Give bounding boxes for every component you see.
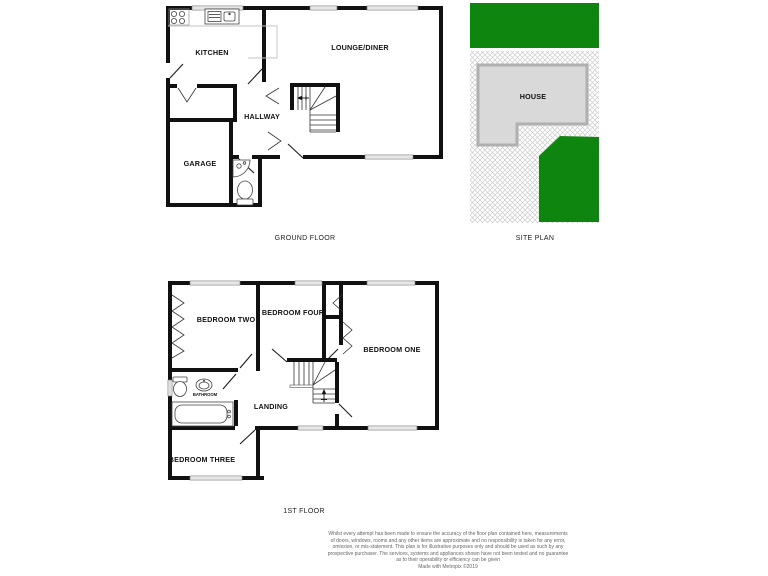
first-floor-plan	[168, 281, 439, 515]
grass-area-top	[470, 3, 599, 48]
bathroom-label: BATHROOM	[192, 392, 218, 397]
site-plan-title: SITE PLAN	[515, 235, 555, 242]
site-plan	[470, 3, 599, 242]
bedroom-two-label: BEDROOM TWO	[196, 315, 256, 324]
first-floor-title: 1ST FLOOR	[283, 508, 325, 515]
ground-floor-title: GROUND FLOOR	[274, 235, 336, 242]
ground-floor-windows	[192, 6, 418, 159]
bedroom-four-label: BEDROOM FOUR	[261, 308, 325, 317]
sink-icon	[205, 9, 239, 24]
bathroom-basin-icon	[196, 379, 212, 391]
garage-label: GARAGE	[183, 159, 217, 168]
bath-icon	[172, 402, 233, 426]
ground-floor-walls	[166, 6, 443, 207]
hob-icon	[169, 9, 189, 25]
ground-floor-stairs	[297, 87, 336, 132]
wc-basin-icon	[233, 160, 250, 177]
wc-toilet-icon	[237, 181, 253, 205]
disclaimer-made-with: Made with Metropix ©2019	[418, 563, 478, 570]
house-label: HOUSE	[519, 92, 547, 101]
disclaimer-line: as to their operability or efficiency can be given	[396, 557, 500, 563]
grass-area-bottom	[539, 136, 599, 222]
landing-label: LANDING	[253, 402, 289, 411]
lounge-diner-label: LOUNGE/DINER	[331, 43, 389, 52]
ground-floor-plan	[166, 6, 443, 242]
disclaimer-line: prospective purchaser. The services, systems and appliances shown have not been tested and no guarantee	[327, 550, 569, 557]
disclaimer-line: Whilst every attempt has been made to ensure the accuracy of the floor plan contained here, measurements	[328, 531, 568, 537]
first-floor-stairs	[290, 362, 335, 403]
bedroom-one-label: BEDROOM ONE	[363, 345, 421, 354]
hallway-label: HALLWAY	[244, 112, 280, 121]
ground-floor-room-labels	[184, 43, 390, 168]
disclaimer	[128, 531, 768, 570]
disclaimer-line: of doors, windows, rooms and any other items are approximate and no responsibility is taken for any error,	[330, 537, 566, 544]
kitchen-label: KITCHEN	[195, 48, 229, 57]
disclaimer-line: omission, or mis-statement. This plan is for illustrative purposes only and should be used as such by any	[332, 544, 564, 550]
bathroom-toilet-icon	[173, 377, 187, 397]
bedroom-three-label: BEDROOM THREE	[168, 455, 236, 464]
